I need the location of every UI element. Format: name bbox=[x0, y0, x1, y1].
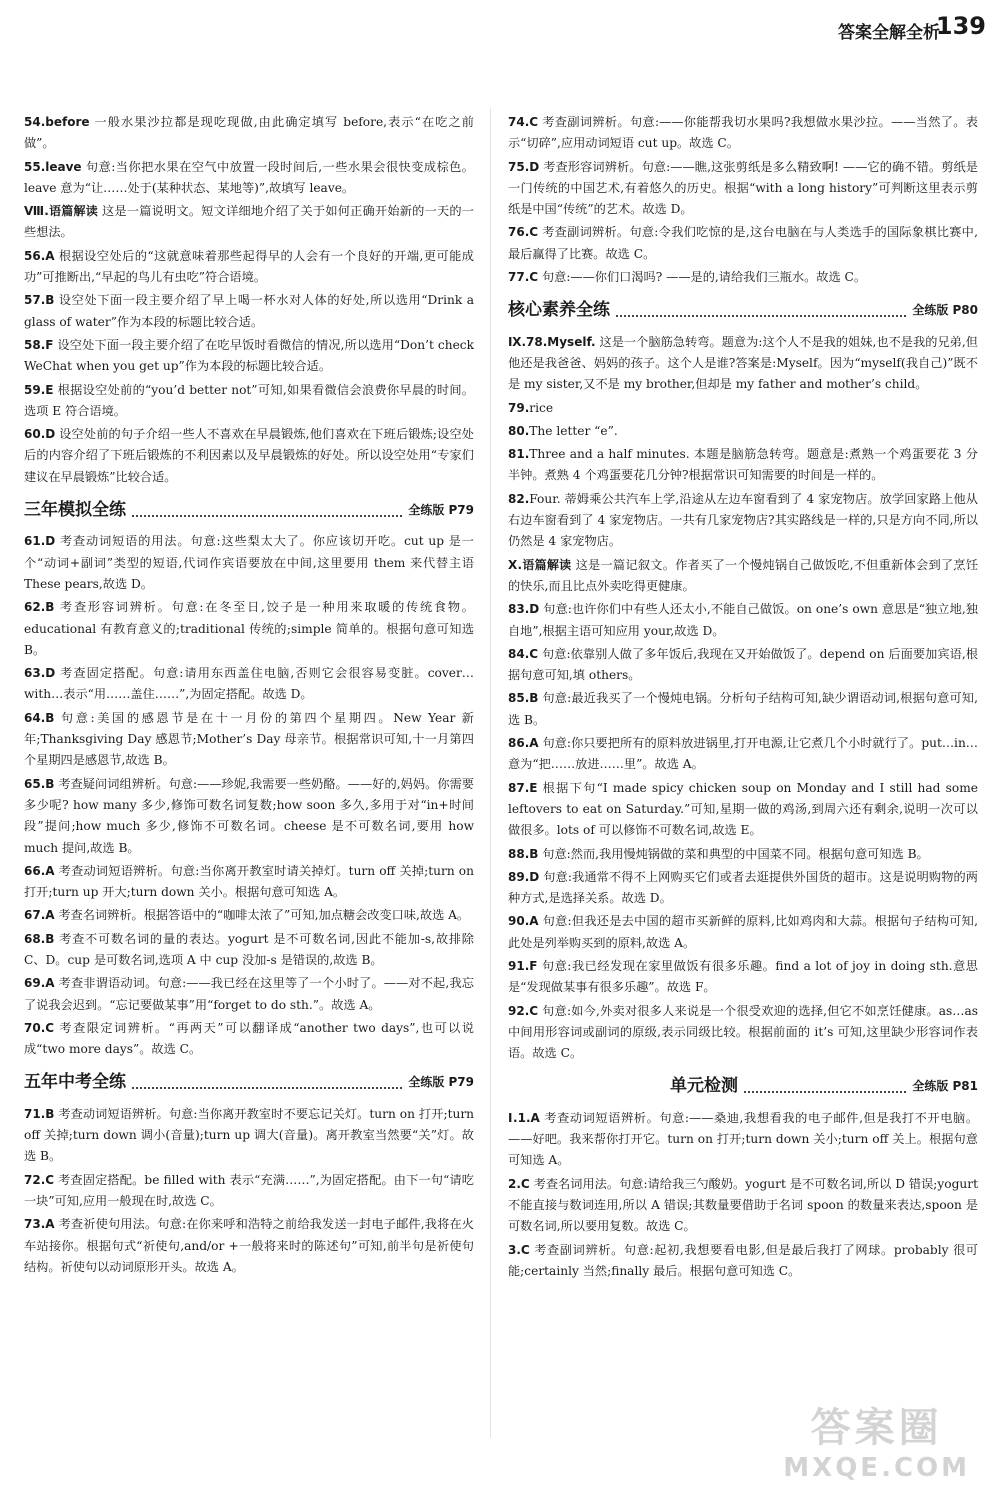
dotted-leader bbox=[616, 305, 906, 317]
section-title: 五年中考全练 bbox=[24, 1072, 126, 1093]
section-ref: 全练版 P81 bbox=[912, 1079, 978, 1094]
answer-number: 91.F bbox=[508, 958, 538, 973]
answer-entry bbox=[24, 531, 474, 595]
answer-number: 60.D bbox=[24, 427, 56, 442]
answer-entry bbox=[508, 956, 978, 999]
answer-entry bbox=[508, 644, 978, 687]
answer-number: 75.D bbox=[508, 159, 540, 174]
watermark-line-1: 答案圈 bbox=[810, 1405, 943, 1451]
answer-explanation: Three and a half minutes. 本题是脑筋急转弯。题意是:煮熟一个鸡蛋要花 3 分半钟。煮熟 4 个鸡蛋要花几分钟?根据常识可知需要的时间是一样的。 bbox=[508, 447, 978, 483]
answer-explanation: 句意:如今,外卖对很多人来说是一个很受欢迎的选择,但它不如烹饪健康。as…as 中间用形容词或副词的原级,表示同级比较。根据前面的 it’s 可知,这里缺少形容词作表语。故选 C。 bbox=[508, 1003, 978, 1061]
answer-number: 85.B bbox=[508, 691, 539, 706]
answer-explanation: 考查限定词辨析。“再两天”可以翻译成“another two days”,也可以说成“two more days”。故选 C。 bbox=[24, 1020, 474, 1057]
answer-entry bbox=[24, 1214, 474, 1278]
answer-entry bbox=[508, 332, 978, 396]
answer-number: 72.C bbox=[24, 1172, 55, 1187]
answer-explanation: 句意:依靠别人做了多年饭后,我现在又开始做饭了。depend on 后面要加宾语,根据句意可知,填 others。 bbox=[508, 646, 978, 683]
answer-explanation: 考查非谓语动词。句意:——我已经在这里等了一个小时了。——对不起,我忘了说我会迟到。“忘记要做某事”用“forget to do sth.”。故选 A。 bbox=[24, 976, 474, 1012]
answer-number: 67.A bbox=[24, 908, 55, 923]
answer-entry bbox=[24, 708, 474, 772]
answer-number: 86.A bbox=[508, 736, 539, 751]
answer-number: 61.D bbox=[24, 534, 56, 549]
answer-number: 57.B bbox=[24, 293, 55, 308]
answer-entry bbox=[508, 1108, 978, 1172]
answer-entry bbox=[508, 112, 978, 155]
answer-explanation: 句意:最近我买了一个慢炖电锅。分析句子结构可知,缺少谓语动词,根据句意可知,选 B。 bbox=[508, 691, 978, 727]
answer-entry bbox=[508, 1240, 978, 1283]
answer-number: 84.C bbox=[508, 646, 539, 661]
dotted-leader bbox=[132, 505, 402, 517]
answer-explanation: 这是一篇记叙文。作者买了一个慢炖锅自己做饭吃,不但重新体会到了烹饪的快乐,而且比点外卖吃得更健康。 bbox=[508, 557, 979, 593]
answer-number: 71.B bbox=[24, 1106, 55, 1121]
answer-explanation: 考查形容词辨析。句意:——瞧,这张剪纸是多么精致啊! ——它的确不错。剪纸是一门传统的中国艺术,有着悠久的历史。根据“with a long history”可判断这里表示剪纸是中国“传统”的艺术。故选 D。 bbox=[508, 159, 978, 217]
answer-entry bbox=[508, 444, 978, 487]
answer-number: 73.A bbox=[24, 1217, 55, 1232]
answer-entry bbox=[508, 555, 978, 598]
answer-entry bbox=[24, 861, 474, 904]
section-ref: 全练版 P79 bbox=[408, 503, 474, 518]
right-column bbox=[508, 112, 978, 1284]
section-ref: 全练版 P80 bbox=[912, 303, 978, 318]
answer-explanation: 句意:——你们口渴吗? ——是的,请给我们三瓶水。故选 C。 bbox=[538, 270, 867, 285]
answer-entry bbox=[508, 911, 978, 954]
watermark-line-2: MXQE.COM bbox=[783, 1453, 970, 1483]
answer-number: Ⅷ.语篇解读 bbox=[24, 204, 98, 219]
answer-explanation: 句意:也许你们中有些人还太小,不能自己做饭。on one’s own 意思是“独立地,独自地”,根据主语可知应用 your,故选 D。 bbox=[508, 602, 978, 638]
answer-number: Ⅹ.语篇解读 bbox=[508, 557, 572, 572]
answer-number: 65.B bbox=[24, 776, 55, 791]
answer-explanation: 考查动词短语辨析。句意:——桑迪,我想看我的电子邮件,但是我打不开电脑。——好吧。我来帮你打开它。turn on 打开;turn down 关小;turn off 关上。根据句意可知选 A。 bbox=[508, 1110, 979, 1168]
section-title: 单元检测 bbox=[670, 1076, 738, 1097]
answer-explanation: 句意:我通常不得不上网购买它们或者去逛提供外国货的超市。这是说明购物的两种方式,是选择关系。故选 D。 bbox=[508, 869, 978, 906]
answer-number: 83.D bbox=[508, 602, 540, 617]
answer-entry bbox=[24, 1104, 474, 1168]
answer-entry bbox=[508, 778, 978, 842]
answer-explanation: 考查名词辨析。根据答语中的“咖啡太浓了”可知,加点糖会改变口味,故选 A。 bbox=[54, 908, 470, 923]
answer-entry bbox=[24, 1170, 474, 1213]
answer-entry bbox=[24, 246, 474, 289]
answer-number: 92.C bbox=[508, 1003, 539, 1018]
answer-number: 64.B bbox=[24, 710, 55, 725]
dotted-leader bbox=[132, 1077, 402, 1089]
answer-entry bbox=[24, 1018, 474, 1061]
page-header bbox=[0, 0, 1000, 60]
watermark-logo bbox=[783, 1396, 970, 1483]
answer-entry bbox=[24, 929, 474, 972]
answer-explanation: 句意:你只要把所有的原料放进锅里,打开电源,让它煮几个小时就行了。put…in…意为“把……放进……里”。故选 A。 bbox=[508, 736, 978, 772]
answer-number: 2.C bbox=[508, 1176, 530, 1191]
answer-explanation: 考查动词短语辨析。句意:当你离开教室时不要忘记关灯。turn on 打开;turn off 关掉;turn down 调小(音量);turn up 调大(音量)。离开教室当然要“关”灯。故选 B。 bbox=[24, 1106, 474, 1164]
answer-explanation: 一般水果沙拉都是现吃现做,由此确定填写 before,表示“在吃之前做”。 bbox=[24, 115, 474, 151]
answer-entry bbox=[24, 663, 474, 706]
section-header-wunian bbox=[24, 1072, 474, 1093]
answer-explanation: 考查固定搭配。be filled with 表示“充满……”,为固定搭配。由下一句“请吃一块”可知,应用一般现在时,故选 C。 bbox=[24, 1172, 474, 1208]
left-block-1 bbox=[24, 112, 474, 488]
answer-explanation: 设空处前的句子介绍一些人不喜欢在早晨锻炼,他们喜欢在下班后锻炼;设空处后的内容介绍了下班后锻炼的不利因素以及早晨锻炼的好处。所以设空处用“专家们建议在早晨锻炼”比较合适。 bbox=[24, 427, 474, 484]
answer-number: 55.leave bbox=[24, 159, 82, 174]
answer-entry bbox=[24, 597, 474, 661]
answer-number: 88.B bbox=[508, 846, 539, 861]
answer-number: 66.A bbox=[24, 863, 55, 878]
left-block-2 bbox=[24, 531, 474, 1060]
answer-entry bbox=[24, 157, 474, 200]
answer-explanation: The letter “e”. bbox=[529, 423, 618, 438]
answer-entry bbox=[508, 844, 978, 865]
answer-number: 62.B bbox=[24, 600, 55, 615]
answer-entry bbox=[508, 421, 978, 442]
answer-explanation: 根据设空处前的“you’d better not”可知,如果看微信会浪费你早晨的时间。选项 E 符合语境。 bbox=[24, 382, 474, 418]
answer-number: 74.C bbox=[508, 115, 539, 129]
dotted-leader bbox=[514, 1082, 664, 1092]
answer-number: 70.C bbox=[24, 1020, 55, 1035]
answer-explanation: 考查动词短语辨析。句意:当你离开教室时请关掉灯。turn off 关掉;turn on 打开;turn up 开大;turn down 关小。根据句意可知选 A。 bbox=[24, 863, 474, 900]
answer-explanation: 根据下句“I made spicy chicken soup on Monday and I still had some leftovers to eat on Saturday.”可知,星期一做的鸡汤,到周六还有剩余,说明一次可以做很多。lots of 可以修饰不可数名词,故选 E。 bbox=[508, 780, 978, 838]
answer-number: 69.A bbox=[24, 976, 55, 991]
column-divider bbox=[490, 108, 491, 1438]
answer-entry bbox=[508, 1001, 978, 1065]
answer-number: 87.E bbox=[508, 780, 538, 795]
section-header-hexin bbox=[508, 300, 978, 321]
answer-explanation: 考查不可数名词的量的表达。yogurt 是不可数名词,因此不能加-s,故排除 C、D。cup 是可数名词,选项 A 中 cup 没加-s 是错误的,故选 B。 bbox=[24, 931, 474, 967]
answer-entry bbox=[508, 398, 978, 419]
answer-number: 63.D bbox=[24, 666, 56, 681]
answer-explanation: 考查固定搭配。句意:请用东西盖住电脑,否则它会很容易变脏。cover…with…表示“用……盖住……”,为固定搭配。故选 D。 bbox=[24, 666, 474, 702]
answer-explanation: 考查名词用法。句意:请给我三勺酸奶。yogurt 是不可数名词,所以 D 错误;yogurt 不能直接与数词连用,所以 A 错误;其数量要借助于名词 spoon 的数量来表达,spoon 是可数名词,所以要用复数。故选 C。 bbox=[508, 1176, 978, 1234]
answer-entry bbox=[508, 157, 978, 221]
answer-explanation: 考查疑问词组辨析。句意:——珍妮,我需要一些奶酪。——好的,妈妈。你需要多少呢? how many 多少,修饰可数名词复数;how soon 多久,多用于对“in+时间段”提问;how much 多少,修饰不可数名词。cheese 是不可数名词,要用 how much 提问,故选 B。 bbox=[24, 776, 474, 855]
section-ref: 全练版 P79 bbox=[408, 1075, 474, 1090]
answer-number: Ⅰ.1.A bbox=[508, 1110, 540, 1125]
left-block-3 bbox=[24, 1104, 474, 1278]
answer-number: 82. bbox=[508, 491, 530, 506]
answer-number: 89.D bbox=[508, 869, 540, 884]
answer-explanation: 句意:但我还是去中国的超市买新鲜的原料,比如鸡肉和大蒜。根据句子结构可知,此处是列举购买到的原料,故选 A。 bbox=[508, 914, 978, 950]
answer-entry bbox=[24, 335, 474, 378]
right-block-3 bbox=[508, 1108, 978, 1282]
answer-explanation: 考查动词短语的用法。句意:这些梨太大了。你应该切开吃。cut up 是一个“动词+副词”类型的短语,代词作宾语要放在中间,这里要用 them 来代替主语 These pears,故选 D。 bbox=[24, 534, 474, 591]
answer-entry bbox=[508, 733, 978, 776]
section-title: 三年模拟全练 bbox=[24, 500, 126, 521]
section-header-danyuan bbox=[508, 1076, 978, 1097]
answer-entry bbox=[24, 905, 474, 926]
answer-number: 68.B bbox=[24, 931, 55, 946]
answer-number: 59.E bbox=[24, 382, 54, 397]
answer-explanation: 句意:我已经发现在家里做饭有很多乐趣。find a lot of joy in doing sth.意思是“发现做某事有很多乐趣”。故选 F。 bbox=[508, 958, 978, 995]
answer-entry bbox=[508, 688, 978, 731]
answer-number: 54.before bbox=[24, 115, 90, 129]
answer-explanation: 考查祈使句用法。句意:在你来呼和浩特之前给我发送一封电子邮件,我将在火车站接你。根据句式“祈使句,and/or +一般将来时的陈述句”可知,前半句是祈使句结构。祈使句以动词原形开头。故选 A。 bbox=[24, 1217, 474, 1274]
answer-number: 76.C bbox=[508, 225, 539, 240]
answer-number: 58.F bbox=[24, 337, 54, 352]
answer-entry bbox=[24, 380, 474, 423]
header-title: 答案全解全析 bbox=[838, 23, 940, 43]
answer-explanation: 句意:然而,我用慢炖锅做的菜和典型的中国菜不同。根据句意可知选 B。 bbox=[538, 846, 929, 861]
answer-explanation: 设空处下面一段主要介绍了早上喝一杯水对人体的好处,所以选用“Drink a glass of water”作为本段的标题比较合适。 bbox=[24, 293, 474, 329]
answer-entry bbox=[24, 424, 474, 488]
answer-entry bbox=[24, 973, 474, 1016]
answer-explanation: Four. 蒂姆乘公共汽车上学,沿途从左边车窗看到了 4 家宠物店。放学回家路上他从右边车窗看到了 4 家宠物店。一共有几家宠物店?其实路线是一样的,只是方向不同,所以仍然是 4 家宠物店。 bbox=[508, 491, 978, 549]
answer-explanation: 考查形容词辨析。句意:在冬至日,饺子是一种用来取暖的传统食物。educational 有教育意义的;traditional 传统的;simple 简单的。根据句意可知选 B。 bbox=[24, 600, 474, 657]
answer-number: 56.A bbox=[24, 248, 55, 263]
answer-explanation: 这是一篇说明文。短文详细地介绍了关于如何正确开始新的一天的一些想法。 bbox=[24, 204, 474, 240]
dotted-leader bbox=[744, 1081, 906, 1093]
answer-entry bbox=[24, 290, 474, 333]
section-header-sannian bbox=[24, 500, 474, 521]
answer-number: Ⅸ.78.Myself. bbox=[508, 334, 596, 349]
right-block-2 bbox=[508, 332, 978, 1065]
answer-entry bbox=[24, 201, 474, 244]
answer-explanation: 考查副词辨析。句意:——你能帮我切水果吗?我想做水果沙拉。——当然了。表示“切碎”,应用动词短语 cut up。故选 C。 bbox=[508, 115, 978, 151]
answer-explanation: 考查副词辨析。句意:起初,我想要看电影,但是最后我打了网球。probably 很可能;certainly 当然;finally 最后。根据句意可知选 C。 bbox=[508, 1242, 978, 1278]
answer-number: 77.C bbox=[508, 270, 539, 285]
answer-entry bbox=[508, 267, 978, 288]
right-block-1 bbox=[508, 112, 978, 288]
answer-entry bbox=[24, 112, 474, 155]
answer-entry bbox=[508, 1174, 978, 1238]
answer-explanation: 设空处下面一段主要介绍了在吃早饭时看微信的情况,所以选用“Don’t check WeChat when you get up”作为本段的标题比较合适。 bbox=[24, 337, 474, 374]
answer-number: 3.C bbox=[508, 1242, 530, 1257]
answer-entry bbox=[508, 489, 978, 553]
answer-entry bbox=[24, 774, 474, 859]
section-title: 核心素养全练 bbox=[508, 300, 610, 321]
answer-entry bbox=[508, 222, 978, 265]
page-number: 139 bbox=[935, 12, 986, 40]
left-column bbox=[24, 112, 474, 1280]
answer-number: 80. bbox=[508, 423, 530, 438]
answer-entry bbox=[508, 867, 978, 910]
answer-explanation: 句意:美国的感恩节是在十一月份的第四个星期四。New Year 新年;Thanksgiving Day 感恩节;Mother’s Day 母亲节。根据常识可知,十一月第四个星期四是感恩节,故选 B。 bbox=[24, 710, 474, 768]
answer-explanation: 考查副词辨析。句意:令我们吃惊的是,这台电脑在与人类选手的国际象棋比赛中,最后赢得了比赛。故选 C。 bbox=[508, 225, 978, 261]
answer-number: 79. bbox=[508, 400, 530, 415]
answer-explanation: 句意:当你把水果在空气中放置一段时间后,一些水果会很快变成棕色。leave 意为“让……处于(某种状态、某地等)”,故填写 leave。 bbox=[24, 159, 474, 195]
answer-explanation: 这是一个脑筋急转弯。题意为:这个人不是我的姐妹,也不是我的兄弟,但他还是我爸爸、妈妈的孩子。这个人是谁?答案是:Myself。因为“myself(我自己)”既不是 my sister,又不是 my brother,但却是 my father and mother’s child。 bbox=[508, 334, 978, 392]
answer-number: 81. bbox=[508, 447, 530, 462]
answer-explanation: rice bbox=[529, 400, 554, 415]
answer-explanation: 根据设空处后的“这就意味着那些起得早的人会有一个良好的开端,更可能成功”可推断出,“早起的鸟儿有虫吃”符合语境。 bbox=[24, 248, 474, 285]
answer-entry bbox=[508, 599, 978, 642]
answer-number: 90.A bbox=[508, 914, 539, 929]
